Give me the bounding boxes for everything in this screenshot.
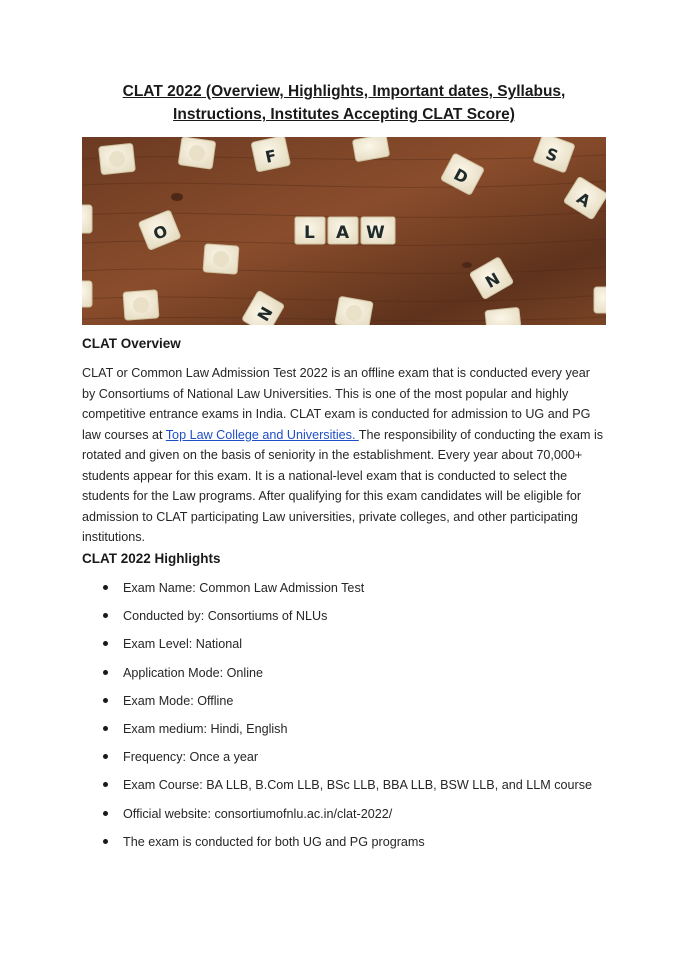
hero-tile-letter-a: A [336,223,350,243]
bullet-icon [103,782,108,787]
highlights-item [82,634,622,662]
hero-tile-letter: A [573,188,594,212]
hero-tile-letter: F [263,145,279,167]
highlights-item [82,747,622,775]
highlights-list [82,578,622,860]
bullet-icon [103,613,108,618]
bullet-icon [103,670,108,675]
highlights-item-text: Exam medium: Hindi, English [123,721,288,736]
highlights-item-text: Exam Level: National [123,637,243,652]
hero-tile-letter-l: L [304,223,315,243]
highlights-item [82,663,622,691]
title-line-2: Instructions, Institutes Accepting CLAT Score) [173,106,515,123]
hero-tile-letter: D [450,164,472,188]
bullet-icon [103,839,108,844]
law-word-tiles [295,217,395,244]
highlights-item-text: Exam Mode: Offline [123,693,234,708]
highlights-item-text: Exam Course: BA LLB, B.Com LLB, BSc LLB, BBA LLB, BSW LLB, and LLM course [123,778,592,793]
title-line-1: CLAT 2022 (Overview, Highlights, Important dates, Syllabus, [122,83,566,100]
top-law-colleges-link[interactable]: Top Law College and Universities. [165,427,359,442]
document-title [82,80,606,126]
highlights-item [82,606,622,634]
overview-text-part-1: CLAT or Common Law Admission Test 2022 is an offline exam that is conducted every year by Consortiums of National Law Universities. This is one of the most popular and highly competitive entrance exams in India. CLAT exam is conducted for admission to UG and PG law courses at [82,366,591,442]
highlights-item [82,832,622,860]
bullet-icon [103,641,108,646]
highlights-item-text: The exam is conducted for both UG and PG programs [123,834,425,849]
highlights-item-text: Conducted by: Consortiums of NLUs [123,609,328,624]
overview-heading: CLAT Overview [82,336,181,351]
overview-paragraph [82,363,606,548]
highlights-item [82,719,622,747]
highlights-item-text: Frequency: Once a year [123,750,259,765]
bullet-icon [103,698,108,703]
hero-tile-letter: O [150,221,171,244]
highlights-item [82,775,622,803]
highlights-item-text: Official website: consortiumofnlu.ac.in/clat-2022/ [123,806,393,821]
bullet-icon [103,585,108,590]
highlights-item-text: Exam Name: Common Law Admission Test [123,581,365,595]
highlights-item-text: Application Mode: Online [123,665,264,680]
highlights-item [82,578,622,606]
hero-tile-letter: N [481,268,504,293]
bullet-icon [103,726,108,731]
overview-text-part-2: The responsibility of conducting the exam is rotated and given on the basis of seniority in the establishment. Every year about 70,000+ students appear for this exam. It is a national-level exam that is conducted to select the students for the Law programs. After qualifying for this exam candidates will be eligible for admission to CLAT participating Law universities, private colleges, and other participating institutions. [82,427,604,544]
hero-tile-letter: N [253,303,277,325]
bullet-icon [103,754,108,759]
hero-tile-letter: S [543,144,561,166]
hero-image-law-tiles [82,137,606,325]
hero-tile-letter-w: W [366,223,385,243]
bullet-icon [103,811,108,816]
highlights-heading: CLAT 2022 Highlights [82,551,221,566]
highlights-item [82,804,622,832]
highlights-item [82,691,622,719]
